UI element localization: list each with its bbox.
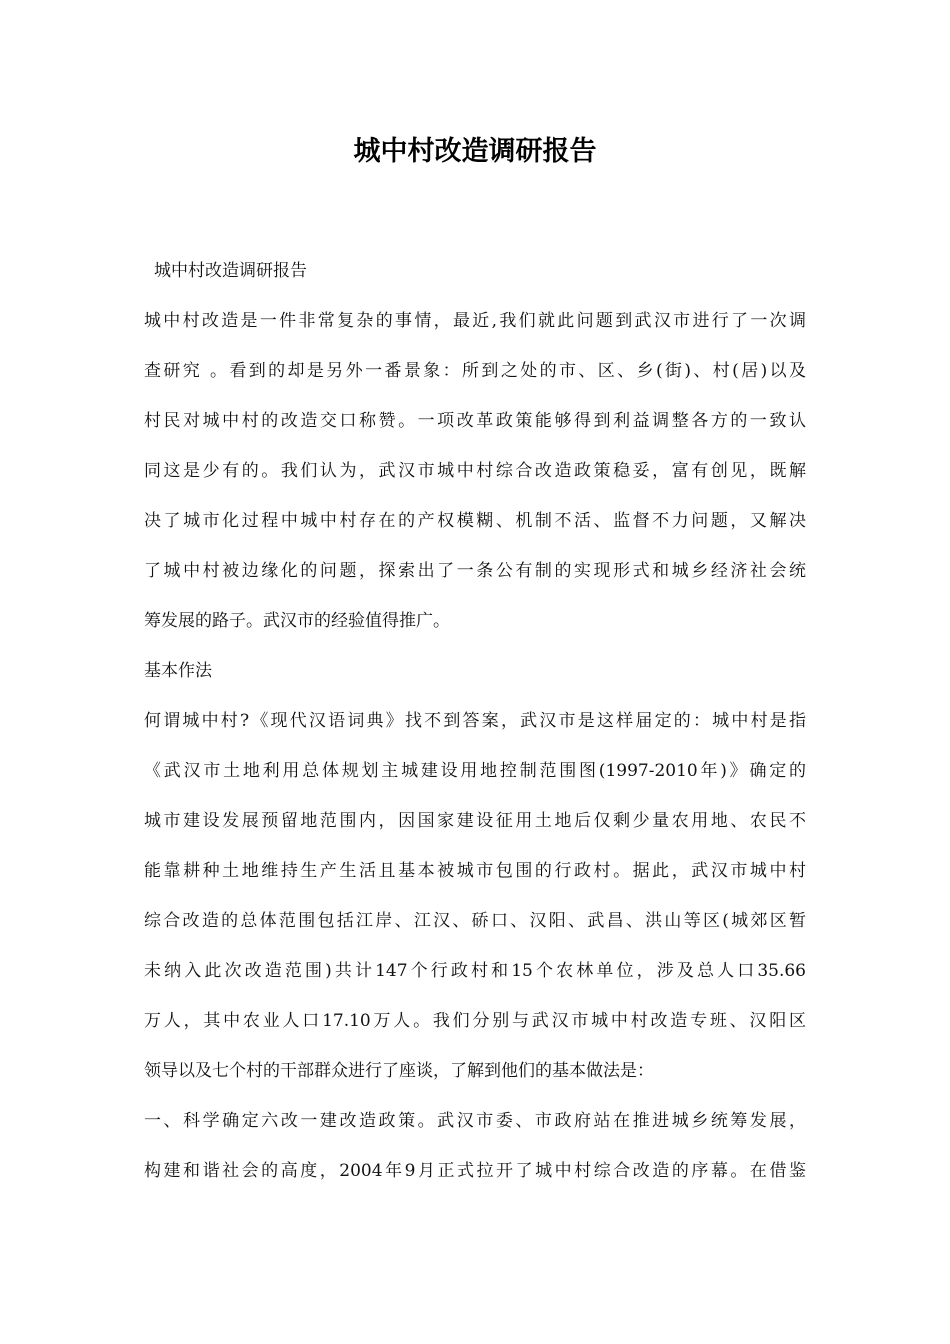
body-text-line: 何谓城中村?《现代汉语词典》找不到答案，武汉市是这样届定的：城中村是指 [144, 711, 806, 731]
body-text-line: 构建和谐社会的高度，2004年9月正式拉开了城中村综合改造的序幕。在借鉴 [144, 1161, 806, 1181]
body-text-line: 领导以及七个村的干部群众进行了座谈，了解到他们的基本做法是： [144, 1061, 654, 1081]
document-body [144, 246, 806, 1196]
body-text-line: 综合改造的总体范围包括江岸、江汉、硚口、汉阳、武昌、洪山等区(城郊区暂 [144, 911, 806, 931]
body-text-line: 筹发展的路子。武汉市的经验值得推广。 [144, 611, 450, 631]
body-text-line: 城中村改造调研报告 [154, 261, 307, 281]
body-text-line: 基本作法 [144, 661, 212, 681]
body-text-line: 了城中村被边缘化的问题，探索出了一条公有制的实现形式和城乡经济社会统 [144, 561, 806, 581]
body-text-line: 城市建设发展预留地范围内，因国家建设征用土地后仅剩少量农用地、农民不 [144, 811, 806, 831]
body-text-line: 查研究 。看到的却是另外一番景象：所到之处的市、区、乡(街)、村(居)以及 [144, 361, 806, 381]
body-text-line: 村民对城中村的改造交口称赞。一项改革政策能够得到利益调整各方的一致认 [144, 411, 806, 431]
body-text-line: 未纳入此次改造范围)共计147个行政村和15个农林单位，涉及总人口35.66 [144, 961, 806, 981]
body-text-line: 万人，其中农业人口17.10万人。我们分别与武汉市城中村改造专班、汉阳区 [144, 1011, 806, 1031]
body-text-line: 能靠耕种土地维持生产生活且基本被城市包围的行政村。据此，武汉市城中村 [144, 861, 806, 881]
body-text-line: 一、科学确定六改一建改造政策。武汉市委、市政府站在推进城乡统筹发展， [144, 1111, 806, 1131]
body-text-line: 城中村改造是一件非常复杂的事情，最近,我们就此问题到武汉市进行了一次调 [144, 311, 806, 331]
body-text-line: 《武汉市土地利用总体规划主城建设用地控制范围图(1997-2010年)》确定的 [144, 761, 806, 781]
body-text-line: 同这是少有的。我们认为，武汉市城中村综合改造政策稳妥，富有创见，既解 [144, 461, 806, 481]
document-title: 城中村改造调研报告 [353, 136, 597, 167]
body-text-line: 决了城市化过程中城中村存在的产权模糊、机制不活、监督不力问题，又解决 [144, 511, 806, 531]
